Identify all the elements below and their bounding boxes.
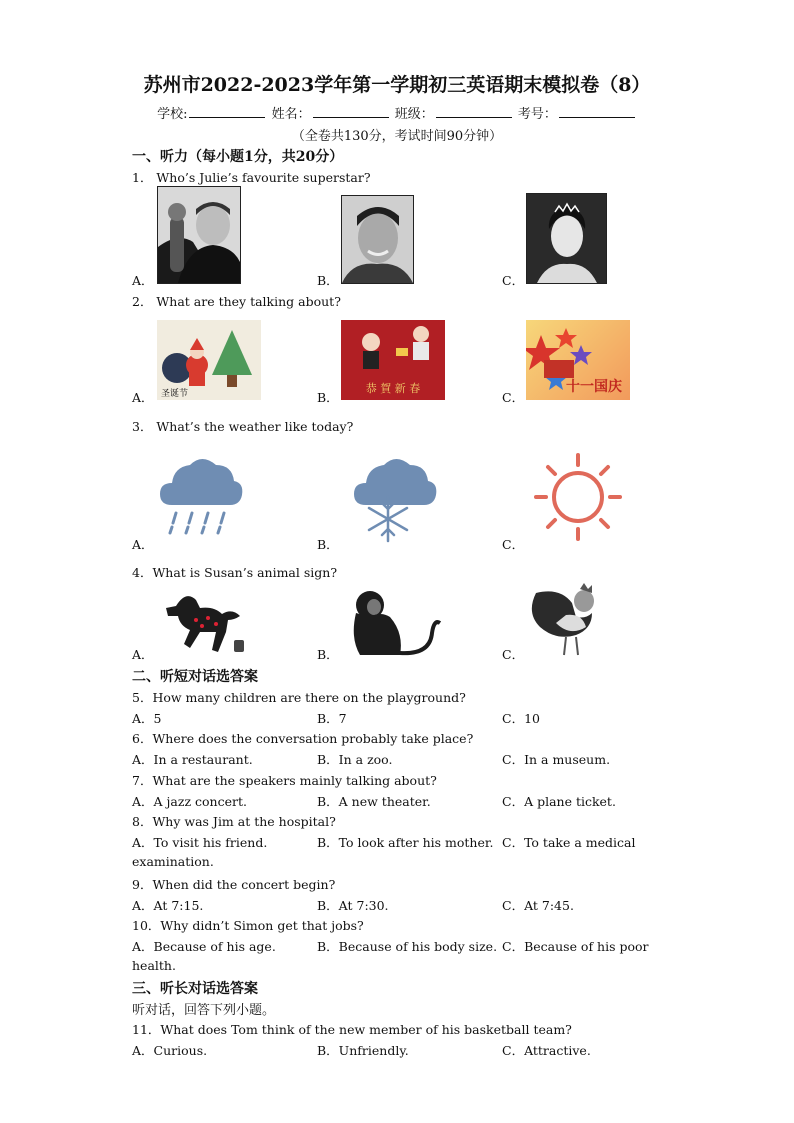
- class-blank[interactable]: [436, 105, 512, 118]
- q3-option-c-letter: C．: [502, 537, 525, 552]
- student-info-line: [0, 103, 794, 122]
- question-7: 7．What are the speakers mainly talking about?: [132, 773, 437, 788]
- q9-option-c[interactable]: C．At 7:45.: [502, 898, 574, 913]
- class-label: 班级：: [394, 107, 434, 122]
- q2-c-caption: 十一国庆: [566, 379, 622, 395]
- q1-option-a-letter: A．: [132, 273, 154, 288]
- q8-option-c[interactable]: C．To take a medical: [502, 835, 636, 850]
- q10-option-c-continued: health.: [132, 958, 176, 973]
- q3-option-b-snow-icon[interactable]: [352, 449, 440, 545]
- q9-option-a[interactable]: A．At 7:15.: [132, 898, 204, 913]
- q4-option-c-rooster-image[interactable]: [526, 583, 610, 657]
- question-4: 4．What is Susan’s animal sign?: [132, 565, 338, 580]
- q1-option-b-image[interactable]: [341, 195, 414, 284]
- number-label: 考号：: [517, 107, 557, 122]
- q4-option-a-letter: A．: [132, 647, 154, 662]
- name-label: 姓名：: [271, 107, 311, 122]
- q2-b-caption: 恭 賀 新 春: [365, 382, 421, 395]
- q8-option-c-continued: examination.: [132, 854, 214, 869]
- question-6: 6．Where does the conversation probably take place?: [132, 731, 474, 746]
- q7-option-c[interactable]: C．A plane ticket.: [502, 794, 616, 809]
- page-title: 苏州市2022-2023学年第一学期初三英语期末模拟卷（8）: [143, 74, 651, 96]
- question-5: 5．How many children are there on the playground?: [132, 690, 466, 705]
- q3-option-b-letter: B．: [317, 537, 339, 552]
- name-blank[interactable]: [313, 105, 389, 118]
- q11-option-a[interactable]: A．Curious.: [132, 1043, 208, 1058]
- q1-option-b-letter: B．: [317, 273, 339, 288]
- q2-option-b-image[interactable]: [341, 320, 445, 400]
- q9-option-b[interactable]: B．At 7:30.: [317, 898, 389, 913]
- q5-option-c[interactable]: C．10: [502, 711, 540, 726]
- q4-option-a-horse-image[interactable]: [156, 586, 248, 658]
- q7-option-b[interactable]: B．A new theater.: [317, 794, 431, 809]
- q2-option-c-image[interactable]: [526, 320, 630, 400]
- section-3-instruction: 听对话，回答下列小题。: [132, 1003, 276, 1018]
- q3-option-c-sun-icon[interactable]: [532, 451, 624, 543]
- q4-option-c-letter: C．: [502, 647, 525, 662]
- q4-option-b-letter: B．: [317, 647, 339, 662]
- q8-option-a[interactable]: A．To visit his friend.: [132, 835, 268, 850]
- q3-option-a-letter: A．: [132, 537, 154, 552]
- section-2-heading: 二、听短对话选答案: [132, 669, 258, 685]
- q1-option-c-letter: C．: [502, 273, 525, 288]
- q10-option-c[interactable]: C．Because of his poor: [502, 939, 649, 954]
- question-2: 2． What are they talking about?: [132, 294, 341, 309]
- q11-option-b[interactable]: B．Unfriendly.: [317, 1043, 409, 1058]
- q4-option-b-monkey-image[interactable]: [340, 583, 446, 659]
- q10-option-a[interactable]: A．Because of his age.: [132, 939, 276, 954]
- question-8: 8．Why was Jim at the hospital?: [132, 814, 336, 829]
- q1-option-c-image[interactable]: [526, 193, 607, 284]
- question-1: 1． Who’s Julie’s favourite superstar?: [132, 170, 371, 185]
- q6-option-b[interactable]: B．In a zoo.: [317, 752, 393, 767]
- section-3-heading: 三、听长对话选答案: [132, 981, 258, 997]
- q2-option-c-letter: C．: [502, 390, 525, 405]
- exam-note: （全卷共130分，考试时间90分钟）: [291, 129, 503, 144]
- question-11: 11．What does Tom think of the new member of his basketball team?: [132, 1022, 572, 1037]
- question-3: 3． What’s the weather like today?: [132, 419, 354, 434]
- q5-option-b[interactable]: B．7: [317, 711, 347, 726]
- q3-option-a-rain-icon[interactable]: [158, 449, 244, 539]
- q10-option-b[interactable]: B．Because of his body size.: [317, 939, 498, 954]
- school-label: 学校:: [157, 107, 188, 122]
- section-1-heading: 一、听力（每小题1分，共20分）: [132, 149, 344, 165]
- q2-option-a-letter: A．: [132, 390, 154, 405]
- question-10: 10．Why didn’t Simon get that jobs?: [132, 918, 364, 933]
- q1-option-a-image[interactable]: [157, 186, 241, 284]
- q7-option-a[interactable]: A．A jazz concert.: [132, 794, 247, 809]
- q6-option-a[interactable]: A．In a restaurant.: [132, 752, 253, 767]
- number-blank[interactable]: [559, 105, 635, 118]
- q2-a-caption: 圣诞节: [161, 389, 189, 399]
- school-blank[interactable]: [189, 105, 265, 118]
- q2-option-b-letter: B．: [317, 390, 339, 405]
- q5-option-a[interactable]: A．5: [132, 711, 162, 726]
- q6-option-c[interactable]: C．In a museum.: [502, 752, 611, 767]
- question-9: 9．When did the concert begin?: [132, 877, 336, 892]
- q8-option-b[interactable]: B．To look after his mother.: [317, 835, 494, 850]
- q2-option-a-image[interactable]: [157, 320, 261, 400]
- q11-option-c[interactable]: C．Attractive.: [502, 1043, 591, 1058]
